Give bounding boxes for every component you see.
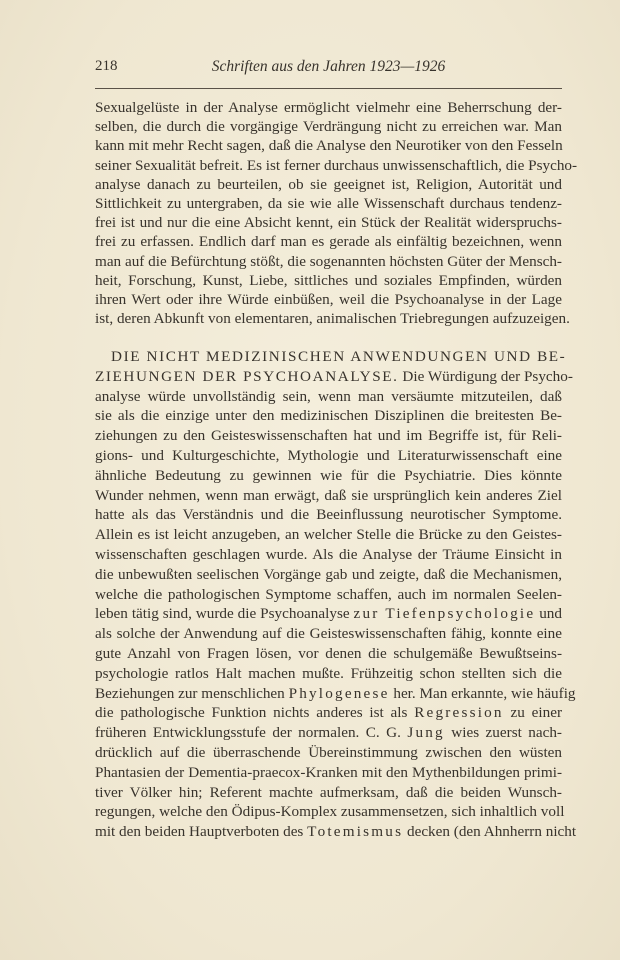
text-line: hatte als das Verständnis und die Beeinflussung neurotischer Symptome. bbox=[95, 506, 562, 524]
text-segment: Beziehungen zur menschlichen bbox=[95, 684, 289, 702]
text-line: frei zu erfassen. Endlich darf man es gerade als einfältig bezeichnen, wenn bbox=[95, 233, 562, 251]
section-heading-text: ZIEHUNGEN DER PSYCHOANALYSE. bbox=[95, 367, 399, 385]
page-number: 218 bbox=[95, 58, 118, 74]
text-line: die unbewußten seelischen Vorgänge gab und zeigte, daß die Mechanismen, bbox=[95, 565, 562, 583]
text-segment: wies zuerst nach- bbox=[444, 724, 562, 742]
text-line: ziehungen zu den Geisteswissenschaften hat und im Begriffe ist, für Reli- bbox=[95, 427, 562, 445]
text-line: frei ist und nur die eine Absicht kennt, ein Stück der Realität widerspruchs- bbox=[95, 214, 562, 232]
text-line: analyse danach zu beurteilen, ob sie geeignet ist, Religion, Autorität und bbox=[95, 175, 562, 193]
text-line: seiner Sexualität befreit. Es ist ferner durchaus unwissenschaftlich, die Psycho- bbox=[95, 156, 578, 174]
running-title: Schriften aus den Jahren 1923—1926 bbox=[211, 58, 446, 75]
text-line: Allein es ist leicht anzugeben, an welcher Stelle die Brücke zu den Geistes- bbox=[95, 526, 562, 544]
text-line bbox=[95, 684, 576, 704]
text-line: Wunder nehmen, wenn man erwägt, daß sie ursprünglich kein anderes Ziel bbox=[95, 486, 562, 504]
text-line bbox=[95, 604, 562, 624]
text-segment: früheren Entwicklungsstufe der normalen. C. G. bbox=[95, 724, 408, 742]
spaced-emphasis: Totemismus bbox=[307, 823, 404, 841]
text-line bbox=[95, 347, 567, 367]
paragraph-2-section-heading bbox=[95, 347, 577, 842]
text-line: ähnliche Bedeutung zu gewinnen wie für die Psychiatrie. Dies könnte bbox=[95, 466, 562, 484]
text-line: ihren Wert oder ihre Würde einbüßen, weil die Psychoanalyse in der Lage bbox=[95, 290, 562, 308]
text-line: tiver Völker hin; Referent machte aufmerksam, daß die beiden Wunsch- bbox=[95, 783, 562, 801]
text-line: kann mit mehr Recht sagen, daß die Analyse den Neurotiker von den Fesseln bbox=[95, 137, 563, 155]
text-line: man auf die Befürchtung stößt, die sogenannten höchsten Güter der Mensch- bbox=[95, 252, 562, 270]
text-line: gions- und Kulturgeschichte, Mythologie und Literaturwissenschaft eine bbox=[95, 446, 562, 464]
text-line: Sittlichkeit zu untergraben, da sie wie alle Wissenschaft durchaus tendenz- bbox=[95, 194, 562, 212]
text-line: psychologie ratlos Halt machen mußte. Frühzeitig schon stellten sich die bbox=[95, 664, 562, 682]
paragraph-1 bbox=[95, 98, 578, 328]
page-header bbox=[95, 58, 562, 80]
text-line bbox=[95, 723, 562, 743]
spaced-emphasis: Jung bbox=[407, 724, 445, 742]
text-line: regungen, welche den Ödipus-Komplex zusammensetzen, sich inhaltlich voll bbox=[95, 803, 565, 821]
spaced-emphasis: zur Tiefenpsychologie bbox=[353, 605, 536, 623]
header-rule bbox=[95, 88, 562, 89]
text-line: selben, die durch die vorgängige Verdrängung nicht zu erreichen war. Man bbox=[95, 118, 562, 136]
text-line: Sexualgelüste in der Analyse ermöglicht vielmehr eine Beherrschung der- bbox=[95, 99, 562, 116]
text-line bbox=[95, 822, 577, 842]
text-segment: mit den beiden Hauptverboten des bbox=[95, 823, 308, 841]
text-segment: und bbox=[535, 605, 562, 623]
text-segment: leben tätig sind, wurde die Psychoanalyse bbox=[95, 605, 354, 623]
text-segment: Die Würdigung der Psycho- bbox=[398, 367, 573, 385]
section-heading-text: DIE NICHT MEDIZINISCHEN ANWENDUNGEN UND BE- bbox=[111, 348, 567, 365]
spaced-emphasis: Phylogenese bbox=[288, 684, 390, 702]
spaced-emphasis: Regression bbox=[414, 704, 504, 722]
text-line: sie als die einzige unter den medizinischen Disziplinen die breitesten Be- bbox=[95, 407, 562, 425]
text-line: heit, Forschung, Kunst, Liebe, sittliches und soziales Empfinden, würden bbox=[95, 271, 562, 289]
text-segment: decken (den Ahnherrn nicht bbox=[403, 823, 577, 841]
text-line: analyse würde unvollständig sein, wenn man versäumte mitzuteilen, daß bbox=[95, 387, 562, 405]
text-line bbox=[95, 703, 562, 723]
text-line: gute Anzahl von Fragen lösen, vor denen die schulgemäße Bewußtseins- bbox=[95, 644, 562, 662]
text-line: drücklich auf die überraschende Übereinstimmung zwischen den wüsten bbox=[95, 743, 562, 761]
text-segment: her. Man erkannte, wie häufig bbox=[389, 684, 576, 702]
text-line bbox=[95, 367, 573, 387]
text-segment: zu einer bbox=[503, 704, 562, 722]
text-line: als solche der Anwendung auf die Geisteswissenschaften fähig, konnte eine bbox=[95, 625, 562, 643]
text-line: welche die pathologischen Symptome schaffen, auch im normalen Seelen- bbox=[95, 585, 562, 603]
text-segment: die pathologische Funktion nichts anderes ist als bbox=[95, 704, 415, 722]
text-line: ist, deren Abkunft von elementaren, animalischen Triebregungen aufzuzeigen. bbox=[95, 310, 570, 328]
text-line: wissenschaften geschlagen wurde. Als die Analyse der Träume Einsicht in bbox=[95, 545, 562, 563]
text-line: Phantasien der Dementia-praecox-Kranken mit den Mythenbildungen primi- bbox=[95, 763, 562, 781]
